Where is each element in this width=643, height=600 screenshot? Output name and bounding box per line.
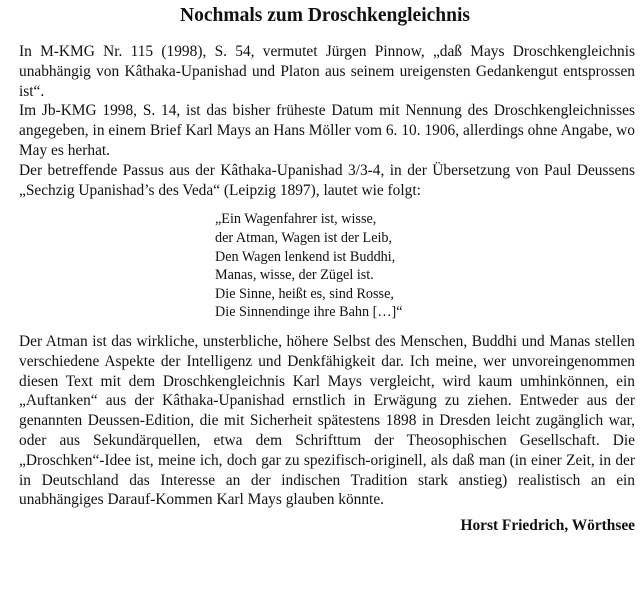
paragraph-pinnow: In M-KMG Nr. 115 (1998), S. 54, vermutet Jürgen Pinnow, „daß Mays Droschkengleichnis unabhängig von Kâthaka-Upanishad und Platon aus seinem ureigensten Gedankengut entsprossen ist“. xyxy=(19,43,635,100)
paragraph-atman: Der Atman ist das wirkliche, unsterbliche, höhere Selbst des Menschen, Buddhi und Manas stellen verschiedene Aspekte der Intelligenz und Denkfähigkeit dar. Ich meine, wer unvoreingenommen diesen Text mit dem Droschkengleichnis Karl Mays vergleicht, wird kaum umhinkönnen, ein „Auftanken“ aus der Kâthaka-Upanishad ernstlich in Erwägung zu ziehen. Entweder aus der genannten Deussen-Edition, die mit Sicherheit spätestens 1898 in Dresden leicht zugänglich war, oder aus Sekundärquellen, etwa dem Schrifttum der Theosophischen Gesellschaft. Die „Droschken“-Idee ist, meine ich, doch gar zu spezifisch-originell, als daß man (in einer Zeit, in der in Deutschland das Interesse an der indischen Tradition stark anstieg) realistisch an ein unabhängiges Darauf-Kommen Karl Mays glauben könnte. xyxy=(19,332,635,509)
paragraph-passus: Der betreffende Passus aus der Kâthaka-Upanishad 3/3-4, in der Übersetzung von Paul Deussens „Sechzig Upanishad’s des Veda“ (Leipzig 1897), lautet wie folgt: xyxy=(19,161,635,199)
verse-line: Die Sinnendinge ihre Bahn […]“ xyxy=(215,304,403,321)
verse-line: Die Sinne, heißt es, sind Rosse, xyxy=(215,285,394,302)
paragraph-jb-kmg: Im Jb-KMG 1998, S. 14, ist das bisher früheste Datum mit Nennung des Droschkengleichnisses angegeben, in einem Brief Karl Mays an Hans Möller vom 6. 10. 1906, allerdings ohne Angabe, wo May es herhat. xyxy=(19,102,635,159)
verse-line: „Ein Wagenfahrer ist, wisse, xyxy=(215,211,377,228)
author-signature: Horst Friedrich, Wörthsee xyxy=(460,517,635,535)
verse-line: Manas, wisse, der Zügel ist. xyxy=(215,267,374,284)
verse-line: der Atman, Wagen ist der Leib, xyxy=(215,229,393,246)
verse-line: Den Wagen lenkend ist Buddhi, xyxy=(215,248,396,265)
upanishad-verse xyxy=(215,210,635,322)
article-title: Nochmals zum Droschkengleichnis xyxy=(180,5,470,26)
